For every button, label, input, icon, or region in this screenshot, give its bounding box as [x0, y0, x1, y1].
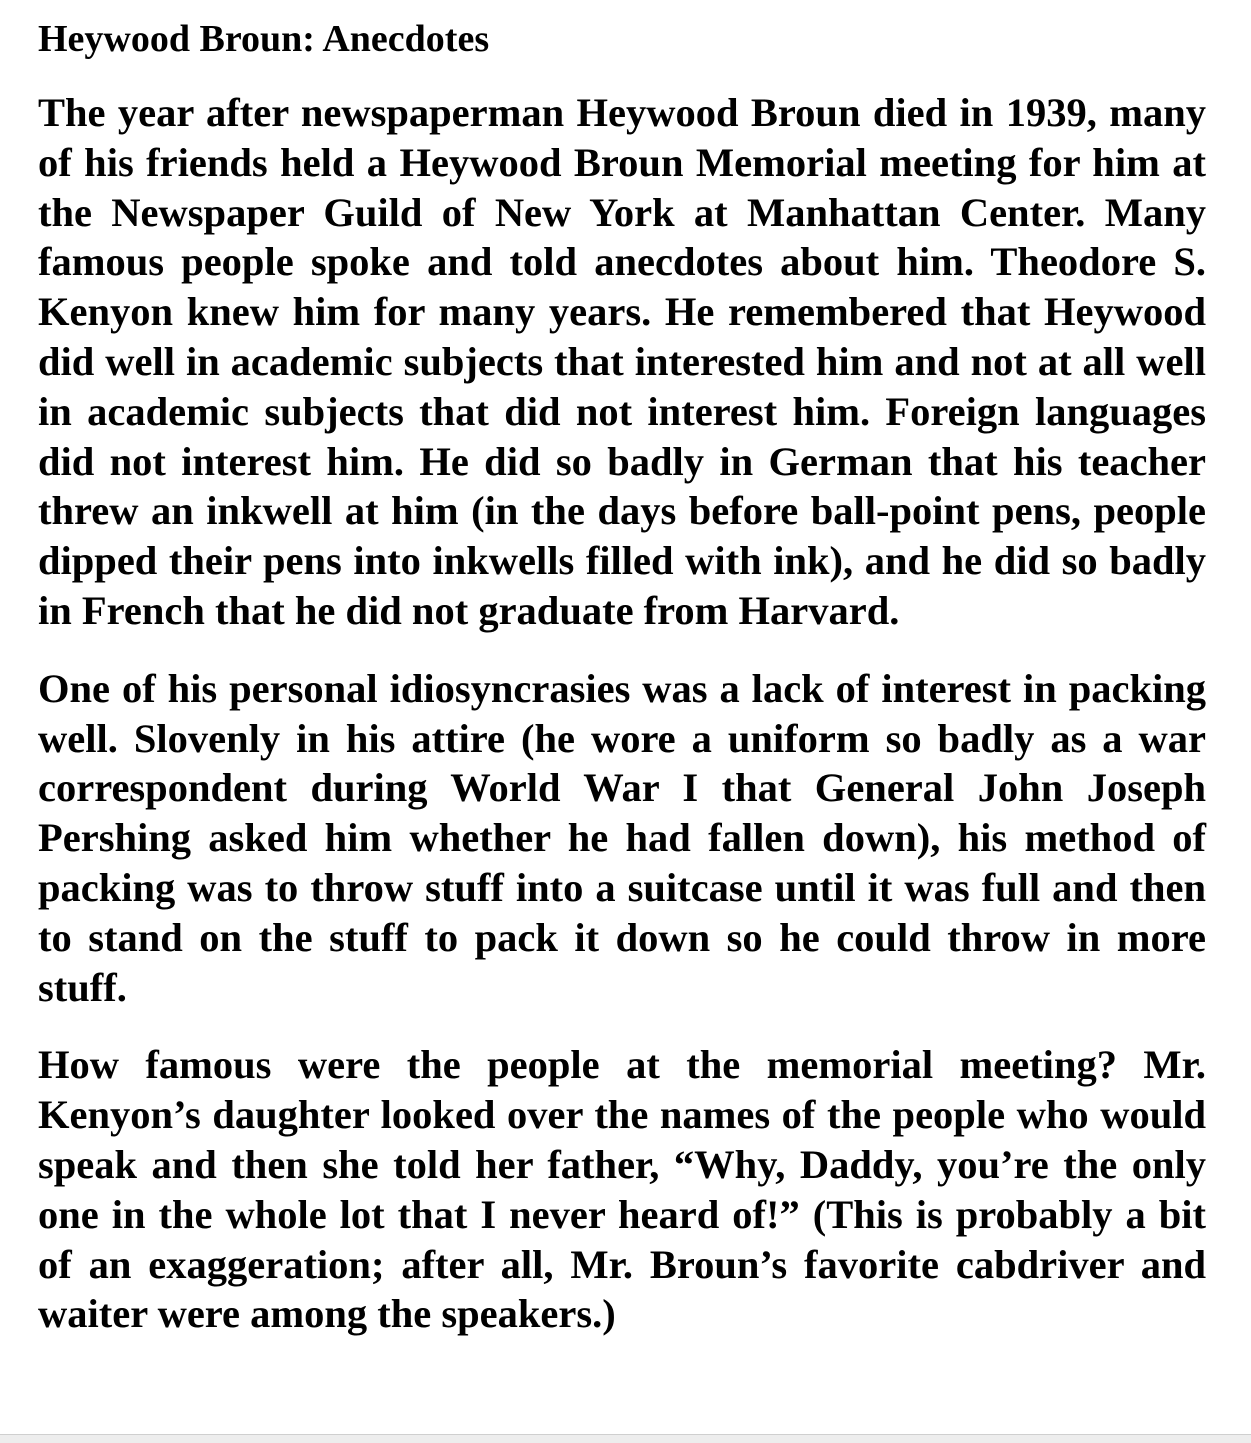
paragraph-memorial-meeting: The year after newspaperman Heywood Broun died in 1939, many of his friends held a Heywood Broun Memorial meeting for him at the Newspaper Guild of New York at Manhattan Center. Many famous people spoke and told anecdotes about him. Theodore S. Kenyon knew him for many years. He remembered that Heywood did well in academic subjects that interested him and not at all well in academic subjects that did not interest him. Foreign languages did not interest him. He did so badly in German that his teacher threw an inkwell at him (in the days before ball-point pens, people dipped their pens into inkwells filled with ink), and he did so badly in French that he did not graduate from Harvard.	[38, 90, 1206, 633]
paragraph-famous-speakers: How famous were the people at the memorial meeting? Mr. Kenyon’s daughter looked over the names of the people who would speak and then she told her father, “Why, Daddy, you’re the only one in the whole lot that I never heard of!” (This is probably a bit of an exaggeration; after all, Mr. Broun’s favorite cabdriver and waiter were among the speakers.)	[38, 1042, 1206, 1337]
page-bottom-edge	[0, 1434, 1251, 1443]
document-title: Heywood Broun: Anecdotes	[38, 18, 490, 60]
paragraph-packing: One of his personal idiosyncrasies was a lack of interest in packing well. Slovenly in his attire (he wore a uniform so badly as a war correspondent during World War I that General John Joseph Pershing asked him whether he had fallen down), his method of packing was to throw stuff into a suitcase until it was full and then to stand on the stuff to pack it down so he could throw in more stuff.	[38, 665, 1206, 1010]
document-page	[38, 14, 1206, 1367]
